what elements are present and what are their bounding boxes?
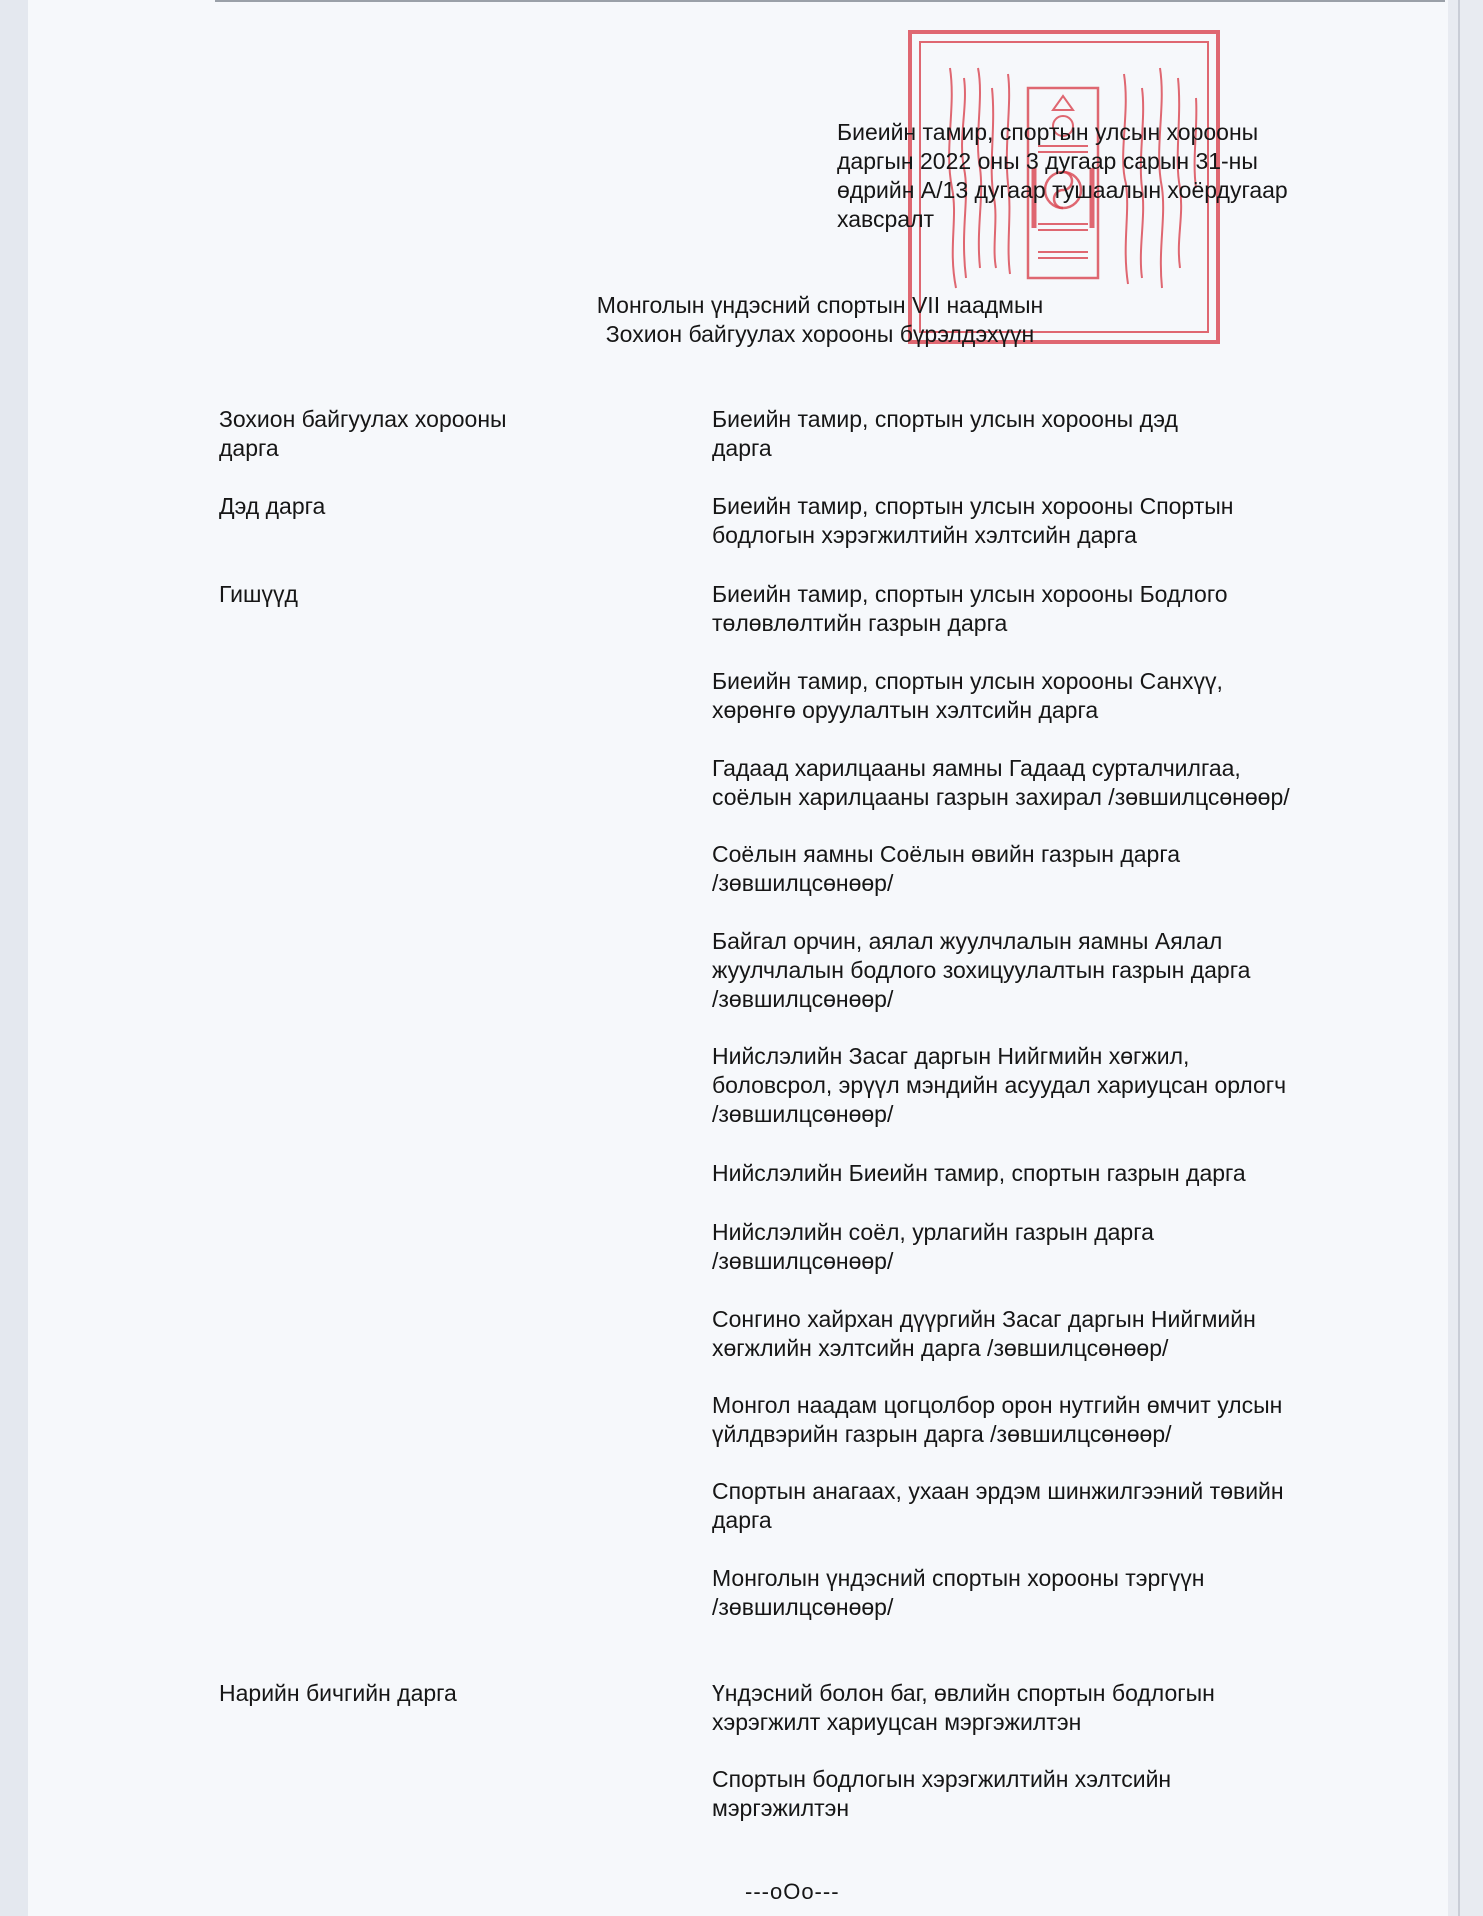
scan-top-line (215, 0, 1445, 2)
entry-member-9: Сонгино хайрхан дүүргийн Засаг даргын Нийгмийн хөгжлийн хэлтсийн дарга /зөвшилцсөнөөр/ (712, 1306, 1256, 1361)
role-secretary: Нарийн бичгийн дарга (219, 1680, 457, 1706)
role-chair: Зохион байгуулах хорооны дарга (219, 406, 507, 461)
entry-member-2: Биеийн тамир, спортын улсын хорооны Санхүү, хөрөнгө оруулалтын хэлтсийн дарга (712, 668, 1223, 723)
entry-chair: Биеийн тамир, спортын улсын хорооны дэд дарга (712, 406, 1178, 461)
entry-member-8: Нийслэлийн соёл, урлагийн газрын дарга /зөвшилцсөнөөр/ (712, 1219, 1154, 1274)
entry-member-7: Нийслэлийн Биеийн тамир, спортын газрын дарга (712, 1160, 1246, 1186)
entry-secretary-1: Үндэсний болон баг, өвлийн спортын бодлогын хэрэгжилт хариуцсан мэргэжилтэн (712, 1680, 1215, 1735)
entry-member-1: Биеийн тамир, спортын улсын хорооны Бодлого төлөвлөлтийн газрын дарга (712, 581, 1228, 636)
entry-member-3: Гадаад харилцааны яамны Гадаад сурталчилгаа, соёлын харилцааны газрын захирал /зөвшилцсөнөөр/ (712, 755, 1290, 810)
appendix-header: Биеийн тамир, спортын улсын хорооны даргын 2022 оны 3 дугаар сарын 31-ны өдрийн A/13 дугаар тушаалын хоёрдугаар хавсралт (837, 119, 1288, 232)
document-title (570, 291, 1070, 349)
title-line-2: Зохион байгуулах хорооны бүрэлдэхүүн (605, 321, 1035, 347)
entry-member-10: Монгол наадам цогцолбор орон нутгийн өмчит улсын үйлдвэрийн газрын дарга /зөвшилцсөнөөр/ (712, 1392, 1283, 1447)
entry-secretary-2: Спортын бодлогын хэрэгжилтийн хэлтсийн мэргэжилтэн (712, 1766, 1172, 1821)
scan-left-edge (0, 0, 28, 1916)
entry-member-12: Монголын үндэсний спортын хорооны тэргүүн /зөвшилцсөнөөр/ (712, 1565, 1205, 1620)
scan-right-edge (1448, 0, 1483, 1916)
entry-vice-chair: Биеийн тамир, спортын улсын хорооны Спортын бодлогын хэрэгжилтийн хэлтсийн дарга (712, 493, 1234, 548)
role-members: Гишүүд (219, 581, 298, 607)
role-vice-chair: Дэд дарга (219, 493, 326, 519)
entry-member-4: Соёлын яамны Соёлын өвийн газрын дарга /зөвшилцсөнөөр/ (712, 841, 1181, 896)
entry-member-5: Байгал орчин, аялал жуулчлалын яамны Аялал жуулчлалын бодлого зохицуулалтын газрын дарга /зөвшилцсөнөөр/ (712, 928, 1251, 1012)
title-line-1: Монголын үндэсний спортын VII наадмын (596, 292, 1044, 318)
entry-member-6: Нийслэлийн Засаг даргын Нийгмийн хөгжил, боловсрол, эрүүл мэндийн асуудал хариуцсан орлогч /зөвшилцсөнөөр/ (712, 1043, 1287, 1127)
entry-member-11: Спортын анагаах, ухаан эрдэм шинжилгээний төвийн дарга (712, 1478, 1284, 1533)
scan-edge-line (1458, 0, 1460, 1916)
end-marker: ---oOo--- (745, 1879, 840, 1904)
